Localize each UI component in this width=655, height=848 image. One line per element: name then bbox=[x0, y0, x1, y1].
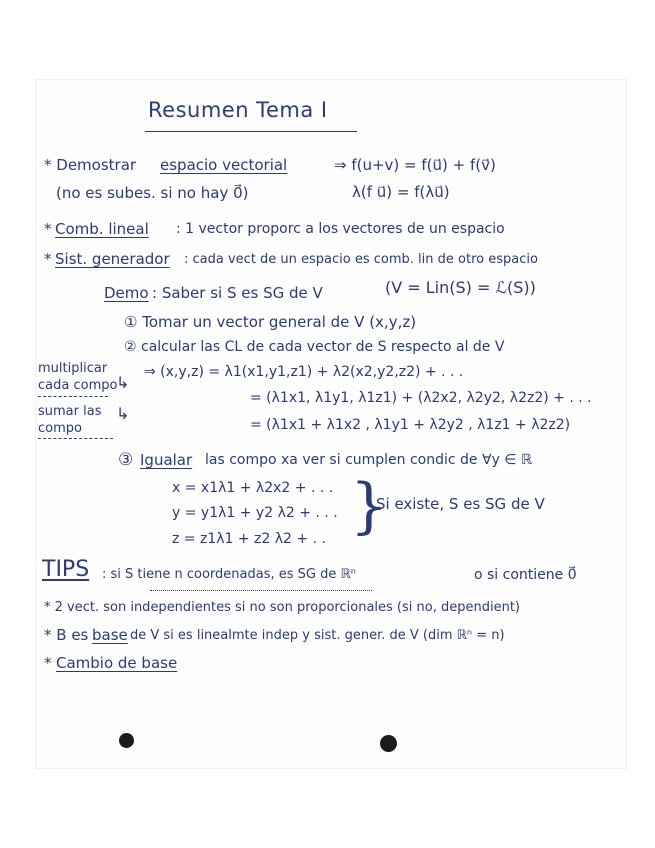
punch-hole bbox=[119, 733, 134, 748]
title-underline bbox=[145, 131, 357, 132]
system-eq-y: y = y1λ1 + y2 λ2 + . . . bbox=[172, 505, 338, 521]
step-2: ② calcular las CL de cada vector de S respecto al de V bbox=[124, 339, 505, 355]
step-1: ① Tomar un vector general de V (x,y,z) bbox=[124, 313, 417, 331]
sist-generador-definition: : cada vect de un espacio es comb. lin de otro espacio bbox=[184, 252, 538, 267]
curved-arrow-icon: ↳ bbox=[116, 404, 130, 423]
equation-2: = (λ1x1, λ1y1, λ1z1) + (λ2x2, λ2y2, λ2z2) + . . . bbox=[250, 390, 592, 406]
margin-note-compo: compo bbox=[38, 421, 82, 436]
igualar-term: Igualar bbox=[140, 451, 193, 469]
demostrar-label: * Demostrar bbox=[44, 156, 137, 174]
linearity-formula-scalar: λ(f u⃗) = f(λu⃗) bbox=[352, 183, 450, 201]
curly-brace-icon: } bbox=[350, 471, 389, 541]
tips-right-note: o si contiene 0⃗ bbox=[474, 567, 577, 583]
margin-divider bbox=[38, 438, 113, 439]
tips-dotted-line bbox=[150, 590, 372, 591]
bullet-independencia: * 2 vect. son independientes si no son proporcionales (si no, dependient) bbox=[44, 600, 520, 615]
margin-divider bbox=[38, 396, 108, 397]
comb-lineal-term: Comb. lineal bbox=[55, 220, 149, 238]
page-title: Resumen Tema I bbox=[148, 98, 328, 122]
punch-hole bbox=[380, 735, 397, 752]
sist-generador-term: Sist. generador bbox=[55, 250, 170, 268]
bullet-base-definition: de V si es linealmte indep y sist. gener. de V (dim ℝⁿ = n) bbox=[130, 628, 505, 643]
subespacio-note: (no es subes. si no hay 0⃗) bbox=[56, 184, 249, 202]
bullet-star: * bbox=[44, 220, 52, 238]
cambio-de-base-term: Cambio de base bbox=[56, 654, 178, 672]
bullet-star: * bbox=[44, 250, 52, 268]
linearity-formula-sum: ⇒ f(u+v) = f(u⃗) + f(v⃗) bbox=[334, 156, 496, 174]
margin-note-cada-compo: cada compo bbox=[38, 378, 118, 393]
comb-lineal-definition: : 1 vector proporc a los vectores de un espacio bbox=[176, 221, 505, 237]
bullet-base-pre: * B es bbox=[44, 626, 89, 644]
step-3-text: las compo xa ver si cumplen condic de ∀y ∈ ℝ bbox=[205, 452, 533, 468]
tips-label: TIPS bbox=[42, 557, 90, 582]
margin-note-sumar: sumar las bbox=[38, 404, 102, 419]
step-3-number: ③ bbox=[118, 450, 134, 470]
system-eq-x: x = x1λ1 + λ2x2 + . . . bbox=[172, 480, 334, 496]
system-eq-z: z = z1λ1 + z2 λ2 + . . bbox=[172, 531, 326, 547]
demo-label: Demo bbox=[104, 284, 149, 302]
base-term: base bbox=[92, 626, 128, 644]
bullet-star: * bbox=[44, 654, 52, 672]
equation-1: ⇒ (x,y,z) = λ1(x1,y1,z1) + λ2(x2,y2,z2) + . . . bbox=[144, 364, 464, 380]
curved-arrow-icon: ↳ bbox=[116, 373, 130, 392]
espacio-vectorial-term: espacio vectorial bbox=[160, 156, 288, 174]
demo-text: : Saber si S es SG de V bbox=[152, 284, 323, 302]
tips-text: : si S tiene n coordenadas, es SG de ℝⁿ bbox=[102, 567, 356, 582]
demo-lin-formula: (V = Lin(S) = ℒ(S)) bbox=[385, 278, 536, 297]
margin-note-multiplicar: multiplicar bbox=[38, 361, 108, 376]
equation-3: = (λ1x1 + λ1x2 , λ1y1 + λ2y2 , λ1z1 + λ2z2) bbox=[250, 417, 571, 433]
system-result: Si existe, S es SG de V bbox=[376, 495, 545, 513]
